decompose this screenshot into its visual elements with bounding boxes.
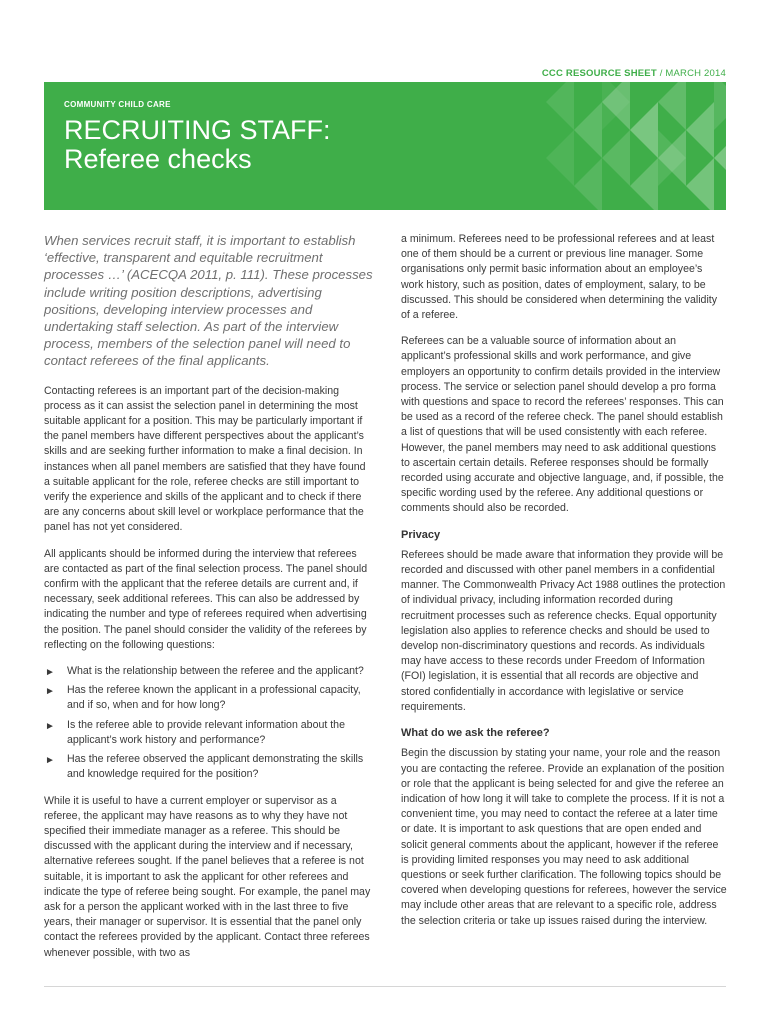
- privacy-heading: Privacy: [401, 528, 441, 541]
- body-paragraph: Referees should be made aware that information they provide will be recorded and discussed with other panel members in a confidential manner. The Commonwealth Privacy Act 1988 outlines the protection of individual privacy, including information recorded during recruitment processes such as reference checks. Equal opportunity legislation also applies to reference checks and should be used to develop non-discriminatory questions and records. As individuals may have access to these records under Freedom of Information (FOI) legislation, it is essential that all records are objective and stored confidentially in accordance with legislative or service requirements.: [401, 548, 726, 713]
- resource-sheet-line: [542, 68, 726, 79]
- list-item: [44, 718, 374, 748]
- list-item-text: Has the referee observed the applicant demonstrating the skills and knowledge required for the position?: [67, 753, 364, 781]
- body-paragraph: Begin the discussion by stating your name, your role and the reason you are contacting the referee. Provide an explanation of the position or role that the applicant is being selected for and give the referee an indication of how long it will take to complete the process. If it is not a convenient time, you may need to contact the referee at a later time or date. It is important to ask questions that are open ended and solicit general comments about the applicant, however if the referee is providing limited responses you may need to ask additional questions or seek further clarification. The following topics should be covered when developing questions for referees, however the service may include other areas that are relevant to a specific role, address the selection criteria or take up issues raised during the interview.: [401, 747, 727, 927]
- title-subtitle: Referee checks: [64, 144, 252, 174]
- left-column: [44, 232, 374, 972]
- organization-name: COMMUNITY CHILD CARE: [64, 100, 171, 109]
- ask-referee-heading: What do we ask the referee?: [401, 727, 550, 740]
- footer-divider: [44, 986, 726, 987]
- list-item: [44, 752, 374, 782]
- list-item-text: Has the referee known the applicant in a professional capacity, and if so, when and for how long?: [67, 684, 361, 712]
- body-paragraph: While it is useful to have a current employer or supervisor as a referee, the applicant may have reasons as to why they have not specified their immediate manager as a referee. This should be discussed with the applicant during the interview and if necessary, alternative referees sought. If the panel believes that a referee is not suitable, it is important to ask the applicant for other referees and indicate the type of referee being sought. For example, the panel may ask for a person the applicant worked with in the last three to five years, their manager or supervisor. It is essential that the panel only contact the referees provided by the applicant. Contact three referees whenever possible, with two as: [44, 794, 371, 959]
- list-item: [44, 683, 374, 713]
- intro-paragraph: When services recruit staff, it is important to establish ‘effective, transparent and equitable recruitment processes …’ (ACECQA 2011, p. 111). These processes include writing position descriptions, advertising positions, developing interview processes and undertaking staff selection. As part of the interview process, members of the selection panel will need to contact referees of the final applicants.: [44, 233, 373, 369]
- resource-date: MARCH 2014: [665, 68, 726, 79]
- body-paragraph: All applicants should be informed during the interview that referees are contacted as part of the final selection process. The panel should confirm with the applicant that the referee details are current and, if necessary, seek additional referees. This can also be addressed by indicating the number and type of referees required when advertising the position. The panel should consider the validity of the referees by reflecting on the following questions:: [44, 547, 368, 651]
- validity-question-list: [44, 664, 374, 782]
- triangle-bullet-icon: ►: [45, 720, 55, 732]
- body-paragraph: Referees can be a valuable source of information about an applicant’s professional skills and work performance, and give employers an opportunity to confirm details provided in the interview process. The service or selection panel should develop a pro forma with questions and space to record the referees’ responses. This can be used as a record of the referee check. The panel should establish a list of questions that will be used consistently with each referee. However, the panel members may need to ask additional questions to ascertain certain details. Referee responses should be formally recorded using accurate and objective language, and, if possible, the specific wording used by the referee. Any additional questions or comments should also be recorded.: [401, 335, 724, 515]
- page-title: [64, 116, 331, 174]
- list-item-text: What is the relationship between the referee and the applicant?: [67, 665, 364, 678]
- body-paragraph: a minimum. Referees need to be professional referees and at least one of them should be a current or previous line manager. Some organisations only permit basic information about an employee’s work history, such as position, dates of employment, salary, to be discussed. This should be considered when determining the validity of a referee.: [401, 233, 718, 322]
- triangle-bullet-icon: ►: [45, 686, 55, 698]
- body-paragraph: Contacting referees is an important part of the decision-making process as it can assist the selection panel in determining the most suitable applicant for a position. This may be particularly important if the panel members have different perspectives about the applicant’s skills and are seeking further information to make a final decision. In instances when all panel members are satisfied that they have found a suitable applicant for the role, referee checks are still important to verify the experience and skills of the applicant and to check if there are any concerns about skill level or workplace performance that the panel has not yet considered.: [44, 384, 366, 534]
- list-item: [44, 664, 374, 679]
- right-column: [401, 232, 727, 940]
- triangle-pattern-graphic: [516, 82, 726, 210]
- triangle-bullet-icon: ►: [45, 755, 55, 767]
- title-banner: [44, 82, 726, 210]
- triangle-bullet-icon: ►: [45, 667, 55, 679]
- list-item-text: Is the referee able to provide relevant information about the applicant’s work history and performance?: [67, 718, 345, 746]
- resource-label: CCC RESOURCE SHEET: [541, 68, 657, 79]
- title-main: RECRUITING STAFF:: [64, 115, 331, 145]
- resource-separator: /: [659, 68, 663, 79]
